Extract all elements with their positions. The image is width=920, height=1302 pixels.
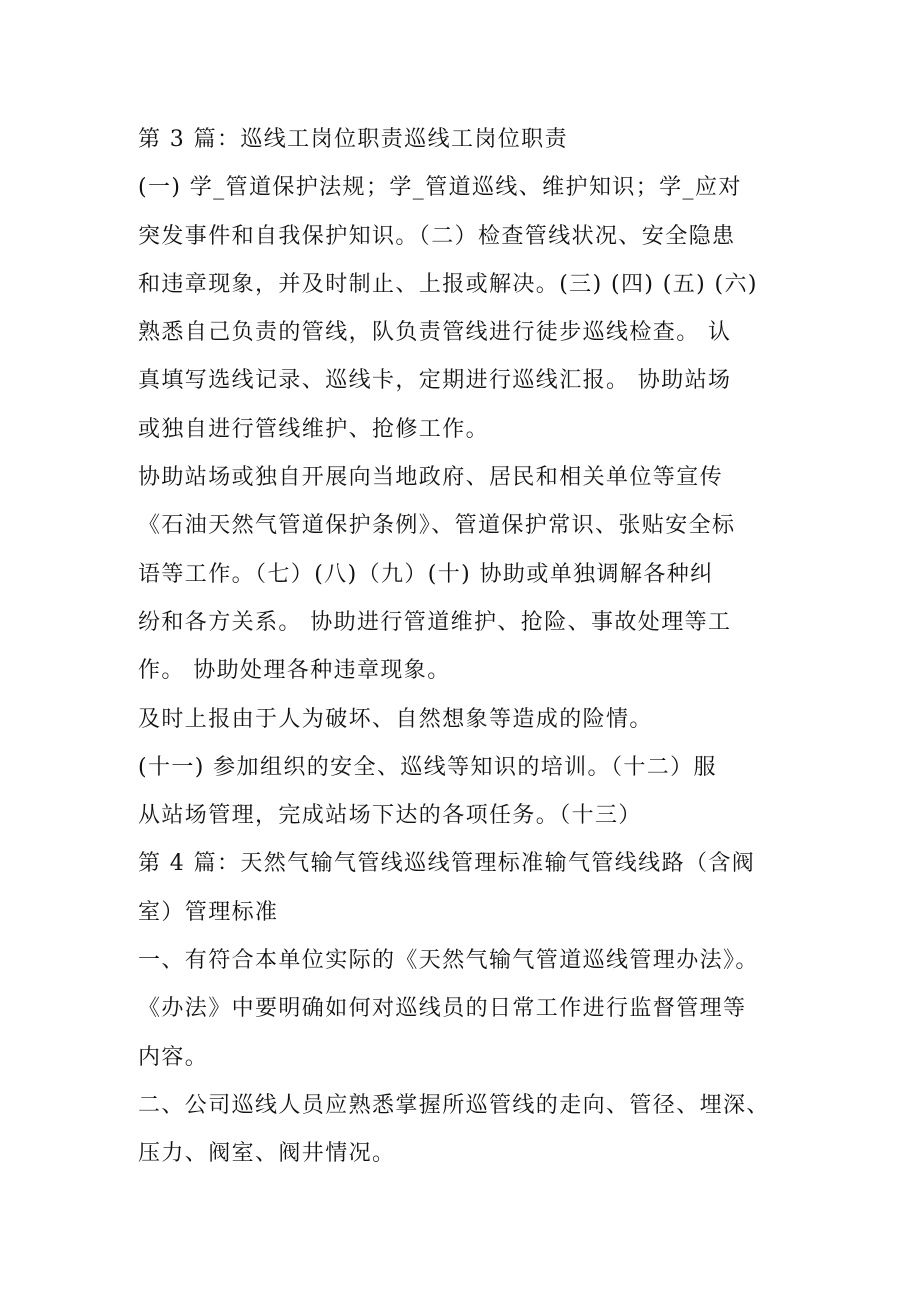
text-line: 语等工作。（七）(八)（九）(十) 协助或单独调解各种纠 [138, 561, 714, 587]
text-line: 及时上报由于人为破坏、自然想象等造成的险情。 [138, 706, 653, 732]
text-line: 真填写选线记录、巡线卡，定期进行巡线汇报。 协助站场 [138, 368, 732, 394]
text-line: 二、公司巡线人员应熟悉掌握所巡管线的走向、管径、埋深、 [138, 1092, 770, 1118]
text-line: 一、有符合本单位实际的《天然气输气管道巡线管理办法》。 [138, 948, 759, 974]
text-line: (一) 学_管道保护法规；学_管道巡线、维护知识；学_应对 [138, 175, 742, 201]
text-line: 或独自进行管线维护、抢修工作。 [138, 416, 490, 442]
text-line: 压力、阀室、阀井情况。 [138, 1141, 396, 1167]
text-line: 协助站场或独自开展向当地政府、居民和相关单位等宣传 [138, 465, 724, 491]
text-line: 突发事件和自我保护知识。（二）检查管线状况、安全隐患 [138, 223, 736, 249]
text-line: 《石油天然气管道保护条例》、管道保护常识、张贴安全标 [138, 513, 736, 539]
heading-chapter-3: 第 3 篇：巡线工岗位职责巡线工岗位职责 [138, 127, 568, 152]
text-line: 《办法》中要明确如何对巡线员的日常工作进行监督管理等 [138, 996, 747, 1022]
text-line: 从站场管理，完成站场下达的各项任务。（十三） [138, 803, 642, 829]
text-line: 纷和各方关系。 协助进行管道维护、抢险、事故处理等工 [138, 609, 732, 635]
text-line: 内容。 [138, 1044, 209, 1070]
text-line: 熟悉自己负责的管线，队负责管线进行徒步巡线检查。 认 [138, 320, 732, 346]
text-line: 和违章现象，并及时制止、上报或解决。(三) (四) (五) (六) [138, 271, 758, 297]
text-line: (十一) 参加组织的安全、巡线等知识的培训。（十二）服 [138, 754, 717, 780]
text-line: 作。 协助处理各种违章现象。 [138, 658, 451, 684]
document-body [138, 116, 838, 1179]
heading-chapter-4: 第 4 篇：天然气输气管线巡线管理标准输气管线线路（含阀 [138, 851, 756, 877]
text-line: 室）管理标准 [138, 899, 279, 925]
